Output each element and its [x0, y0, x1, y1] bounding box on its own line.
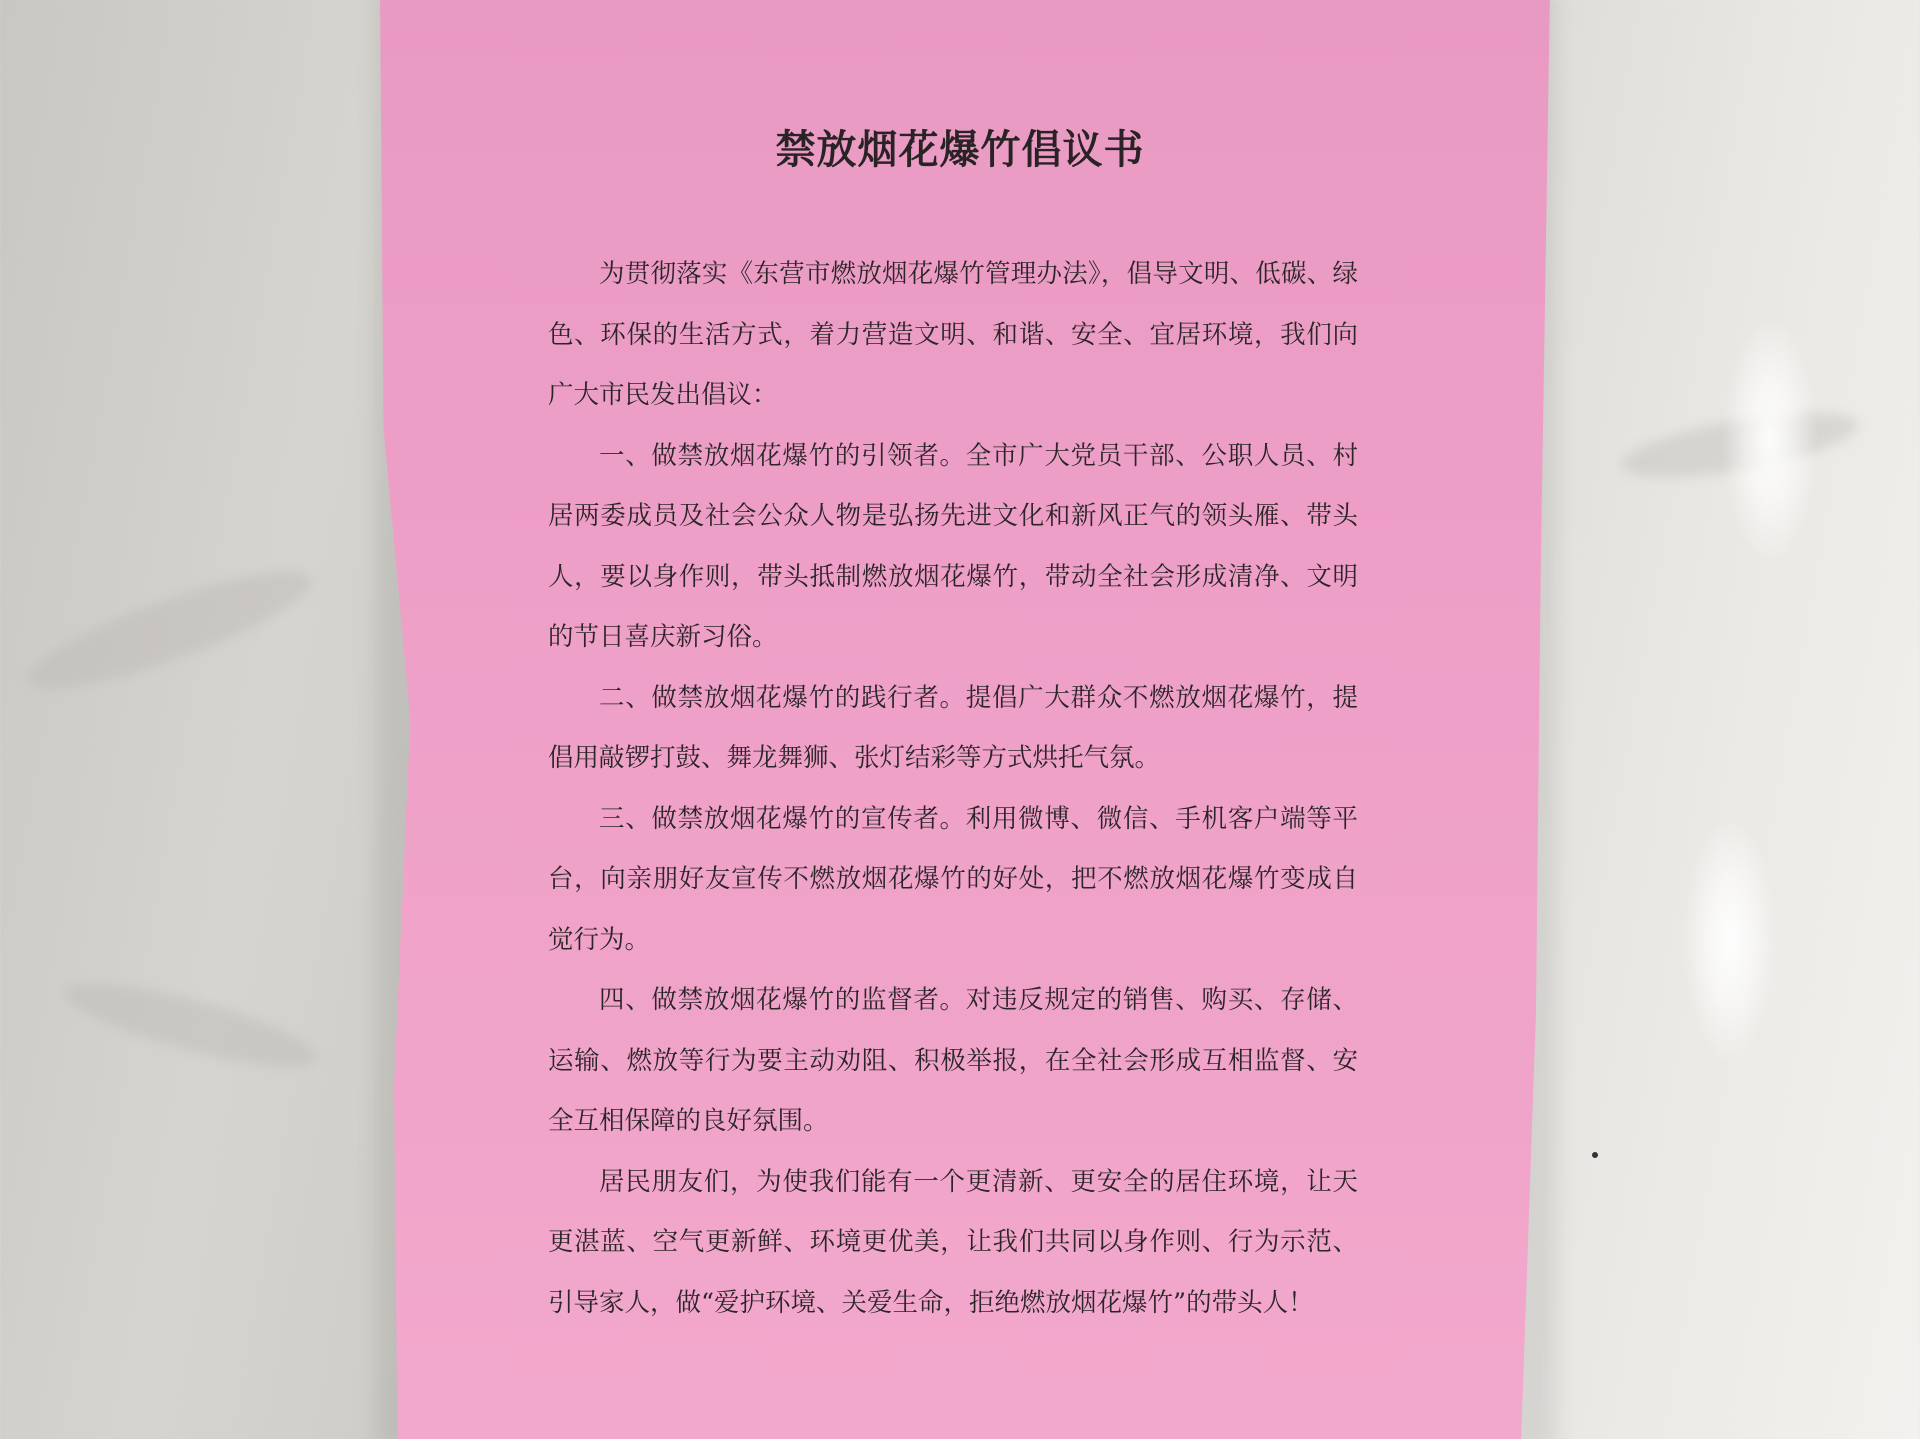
item-four-paragraph: 四、做禁放烟花爆竹的监督者。对违反规定的销售、购买、存储、运输、燃放等行为要主动劝阻、积极举报，在全社会形成互相监督、安全互相保障的良好氛围。	[548, 985, 1358, 1136]
light-reflection	[1725, 320, 1815, 560]
light-reflection	[1685, 820, 1775, 1060]
closing-paragraph: 居民朋友们，为使我们能有一个更清新、更安全的居住环境，让天更湛蓝、空气更新鲜、环境更优美，让我们共同以身作则、行为示范、引导家人，做“爱护环境、关爱生命，拒绝燃放烟花爆竹”的带头人！	[548, 1166, 1358, 1318]
intro-paragraph: 为贯彻落实《东营市燃放烟花爆竹管理办法》，倡导文明、低碳、绿色、环保的生活方式，着力营造文明、和谐、安全、宜居环境，我们向广大市民发出倡议：	[548, 259, 1358, 410]
item-two-paragraph: 二、做禁放烟花爆竹的践行者。提倡广大群众不燃放烟花爆竹，提倡用敲锣打鼓、舞龙舞狮、张灯结彩等方式烘托气氛。	[548, 682, 1358, 773]
marble-vein	[58, 967, 322, 1083]
document-body	[548, 244, 1358, 1333]
item-three-paragraph: 三、做禁放烟花爆竹的宣传者。利用微博、微信、手机客户端等平台，向亲朋好友宣传不燃放烟花爆竹的好处，把不燃放烟花爆竹变成自觉行为。	[548, 803, 1358, 955]
marble-vein	[19, 551, 321, 710]
document-title: 禁放烟花爆竹倡议书	[775, 127, 1145, 173]
item-one-paragraph: 一、做禁放烟花爆竹的引领者。全市广大党员干部、公职人员、村居两委成员及社会公众人物是弘扬先进文化和新风正气的领头雁、带头人，要以身作则，带头抵制燃放烟花爆竹，带动全社会形成清净、文明的节日喜庆新习俗。	[548, 440, 1358, 652]
speck	[1592, 1152, 1598, 1158]
